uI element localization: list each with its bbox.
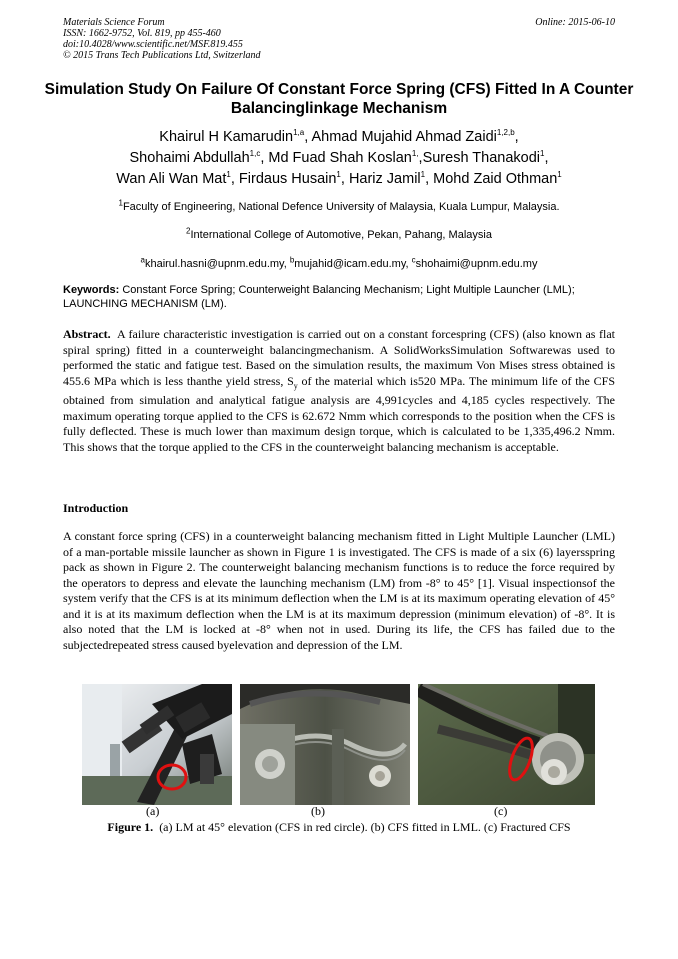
online-date: Online: 2015-06-10 <box>535 17 615 28</box>
figure-caption-text: (a) LM at 45° elevation (CFS in red circle). (b) CFS fitted in LML. (c) Fractured CFS <box>159 820 571 834</box>
affiliation-2: $^2$International College of Automotive, Pekan, Pahang, Malaysia <box>186 226 492 241</box>
doi: doi:10.4028/www.scientific.net/MSF.819.455 <box>63 39 243 50</box>
paper-title: Simulation Study On Failure Of Constant Force Spring (CFS) Fitted In A Counter Balancinglinkage Mechanism <box>44 81 634 117</box>
abstract-label: Abstract. <box>63 327 111 341</box>
author: Mohd Zaid Othman <box>433 171 558 187</box>
author: Md Fuad Shah Koslan <box>268 150 412 166</box>
introduction-heading: Introduction <box>63 501 129 515</box>
figure-caption-label: Figure 1. <box>107 820 154 834</box>
author: Shohaimi Abdullah <box>129 150 250 166</box>
author: Wan Ali Wan Mat <box>116 171 227 187</box>
email-link[interactable]: shohaimi@upnm.edu.my <box>415 258 538 270</box>
email-link[interactable]: khairul.hasni@upnm.edu.my, <box>144 258 287 270</box>
introduction-text: A constant force spring (CFS) in a counterweight balancing mechanism fitted in Light Multiple Launcher (LML) of a man-portable missile launcher as shown in Figure 1 is investigated. The CFS is made of a six (6) layersspring pack as shown in Figure 2. The counterweight balancing mechanism functions is to reduce the force required by the operators to depress and elevate the launching mechanism (LM) from -8° to 45° [1]. Visual inspectionsof the system verify that the CFS is at its minimum deflection when the LM is at its maximum operating elevation of 45° and it is at its maximum deflection when the LM is at its maximum depression (minimum elevation) of -8°. It is also noted that the LM is locked at -8° when not in used. During its life, the CFS has failed due to the subjectedrepeated stress caused byelevation and depression of the LM. <box>63 529 615 652</box>
figure-photo-b <box>240 684 410 805</box>
author: Suresh Thanakodi <box>422 150 540 166</box>
author: Ahmad Mujahid Ahmad Zaidi <box>311 129 497 145</box>
author: Khairul H Kamarudin <box>159 129 294 145</box>
issn: ISSN: 1662-9752, Vol. 819, pp 455-460 <box>63 28 221 39</box>
keywords-label: Keywords: <box>63 284 120 296</box>
abstract: Abstract. A failure characteristic investigation is carried out on a constant forcespring (CFS) (also known as flat spiral spring) fitted in a counterweight balancingmechanism. A SolidWorksSimulation Softwarewas used to performed the static and fatigue test. Based on the simulation results, the maximum Von Mises stress obtained is 455.6 MPa which is less thanthe yield stress, $S_y$ of the material which is520 MPa. The minimum life of the CFS obtained from simulation and analytical fatigue analysis are 4,991cycles and 4,185 cycles respectively. The maximum operating torque applied to the CFS is 62.672 Nmm which corresponds to the position when the CFS is fully deflected. These is much lower than maximum design torque, which is calculated to be 1,335,496.2 Nmm. This shows that the torque applied to the CFS in the counterweight balancing mechanism is acceptable. <box>63 327 615 454</box>
figure-label-a: (a) <box>146 804 160 818</box>
author-list: Khairul H Kamarudin$^{1,a}$, Ahmad Mujahid Ahmad Zaidi$^{1,2,b}$, Shohaimi Abdullah$^{1,c}$, Md Fuad Shah Koslan$^{1,}$,Suresh Thanakodi$^1$, Wan Ali Wan Mat$^1$, Firdaus Husain$^1$, Hariz Jamil$^1$, Mohd Zaid Othman$^1$ <box>116 128 562 187</box>
keywords-text: Constant Force Spring; Counterweight Balancing Mechanism; Light Multiple Launcher (LML); LAUNCHING MECHANISM (LM). <box>63 284 575 310</box>
figure-label-b: (b) <box>311 804 325 818</box>
keywords <box>63 283 615 311</box>
email-link[interactable]: mujahid@icam.edu.my, <box>294 258 409 270</box>
email-list: $^a$khairul.hasni@upnm.edu.my, $^b$mujahid@icam.edu.my, $^c$shohaimi@upnm.edu.my <box>140 255 538 270</box>
affiliation-1: $^1$Faculty of Engineering, National Defence University of Malaysia, Kuala Lumpur, Malaysia. <box>118 198 560 213</box>
journal-header <box>63 17 261 61</box>
figure-photo-a <box>82 684 232 805</box>
journal-name: Materials Science Forum <box>63 17 165 28</box>
figure-label-c: (c) <box>494 804 508 818</box>
author: Hariz Jamil <box>348 171 421 187</box>
figure-caption <box>63 820 615 835</box>
author: Firdaus Husain <box>238 171 337 187</box>
copyright: © 2015 Trans Tech Publications Ltd, Switzerland <box>63 50 261 61</box>
figure-photo-c <box>418 684 595 805</box>
